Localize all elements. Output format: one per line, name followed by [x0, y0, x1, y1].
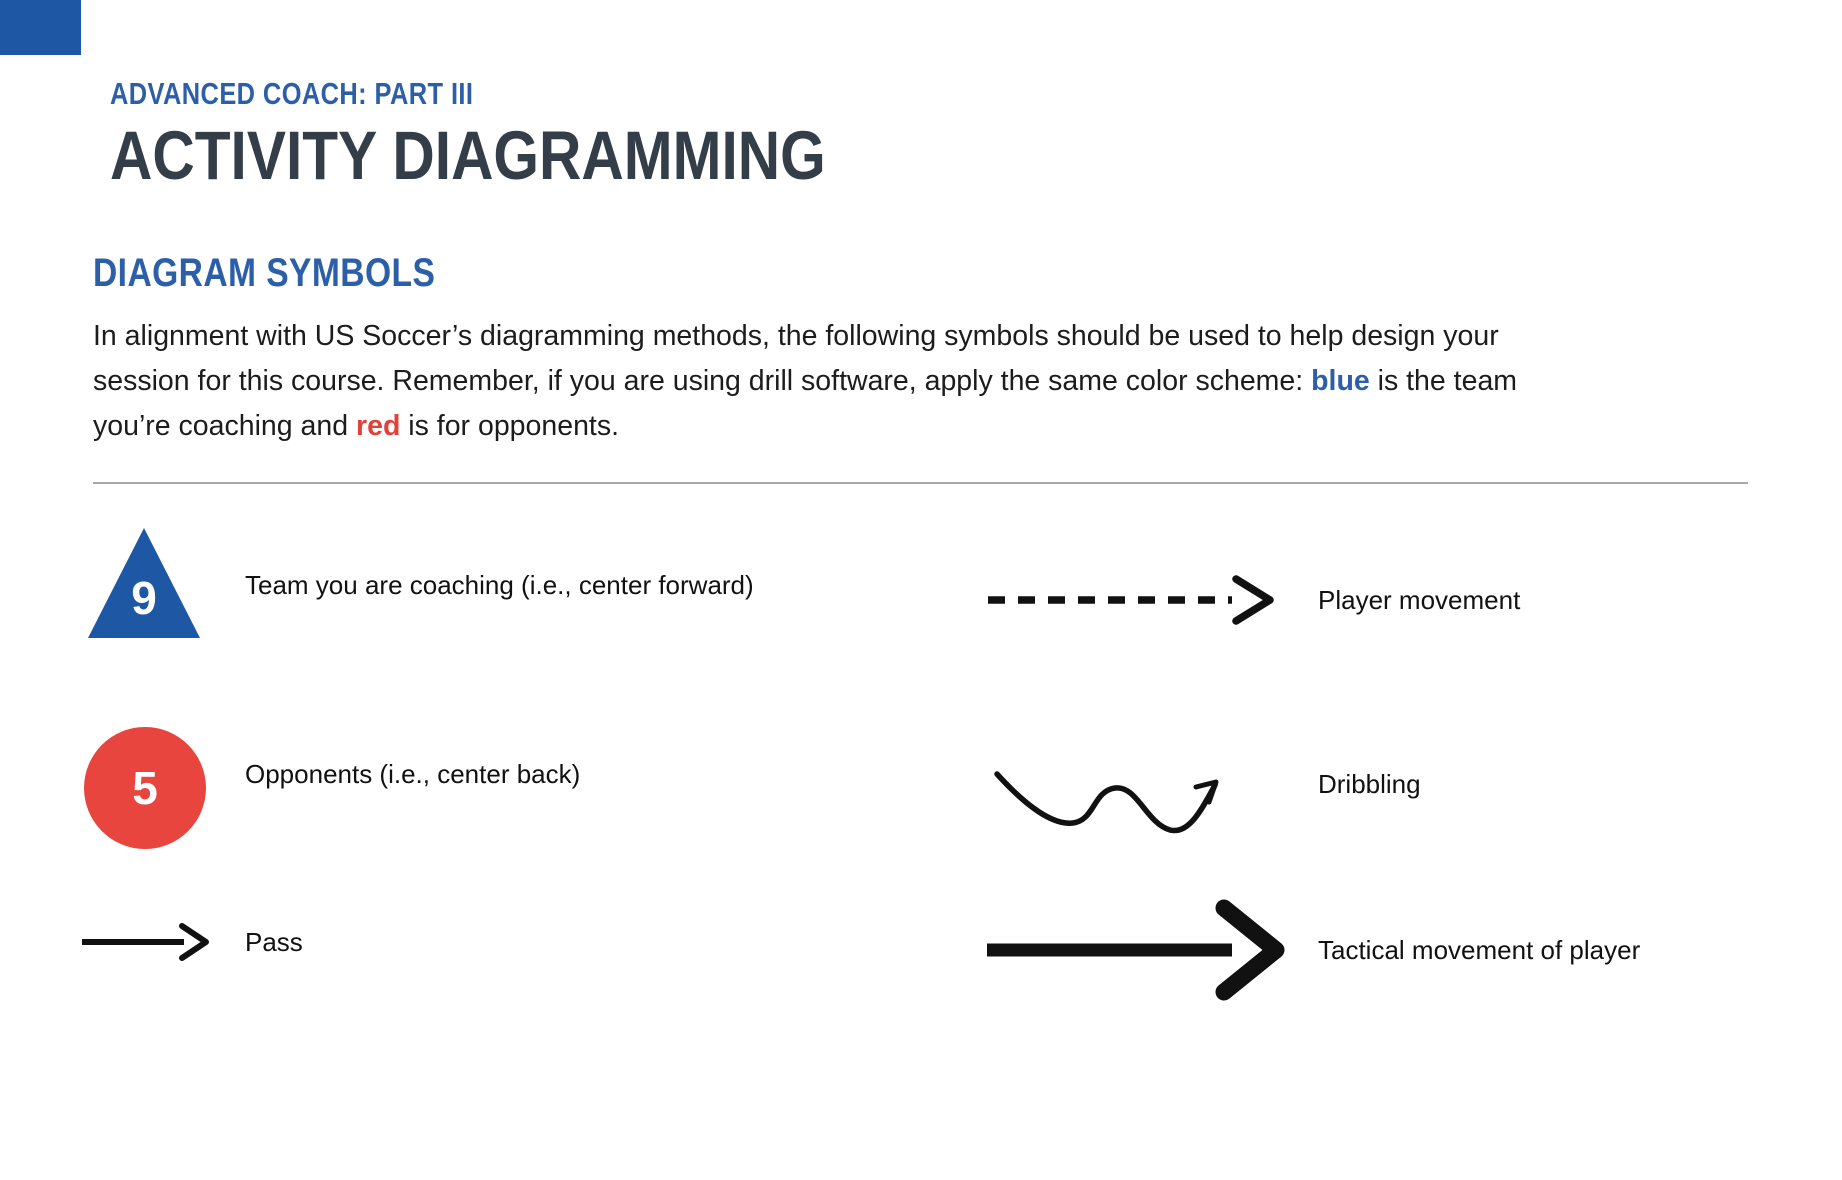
paragraph-text: In alignment with US Soccer’s diagramming methods, the following symbols should be used to help design your: [93, 320, 1499, 352]
paragraph-line-3: [93, 404, 1517, 449]
paragraph-text: is the team: [1369, 365, 1518, 397]
paragraph-text: session for this course. Remember, if you are using drill software, apply the same color scheme:: [93, 365, 1312, 397]
opponent-circle-icon: [84, 727, 206, 849]
eyebrow-heading: ADVANCED COACH: PART III: [110, 76, 474, 111]
paragraph-line-1: [93, 314, 1517, 359]
page-title: ACTIVITY DIAGRAMMING: [110, 117, 826, 194]
horizontal-divider: [93, 482, 1748, 484]
triangle-player-number: 9: [131, 572, 157, 624]
pass-arrow-icon: [78, 920, 228, 964]
dribbling-wavy-arrow-icon: [988, 755, 1228, 847]
player-movement-dashed-arrow-icon: [982, 572, 1282, 628]
paragraph-text: you’re coaching and: [93, 410, 357, 442]
circle-player-number: 5: [132, 762, 158, 814]
accent-rectangle: [0, 0, 81, 55]
paragraph-line-2: [93, 359, 1517, 404]
tactical-movement-thick-arrow-icon: [982, 898, 1292, 1002]
dribbling-label: Dribbling: [1318, 769, 1421, 799]
pass-label: Pass: [245, 927, 303, 957]
tactical-movement-label: Tactical movement of player: [1318, 935, 1641, 965]
opponents-label: Opponents (i.e., center back): [245, 759, 581, 789]
section-heading: DIAGRAM SYMBOLS: [93, 251, 436, 295]
coached-team-label: Team you are coaching (i.e., center forward): [245, 570, 754, 600]
red-keyword: red: [356, 410, 401, 442]
blue-keyword: blue: [1311, 365, 1370, 397]
paragraph-text: is for opponents.: [400, 410, 620, 442]
player-movement-label: Player movement: [1318, 585, 1521, 615]
coached-player-triangle-icon: [85, 526, 203, 640]
intro-paragraph: [93, 314, 1517, 449]
